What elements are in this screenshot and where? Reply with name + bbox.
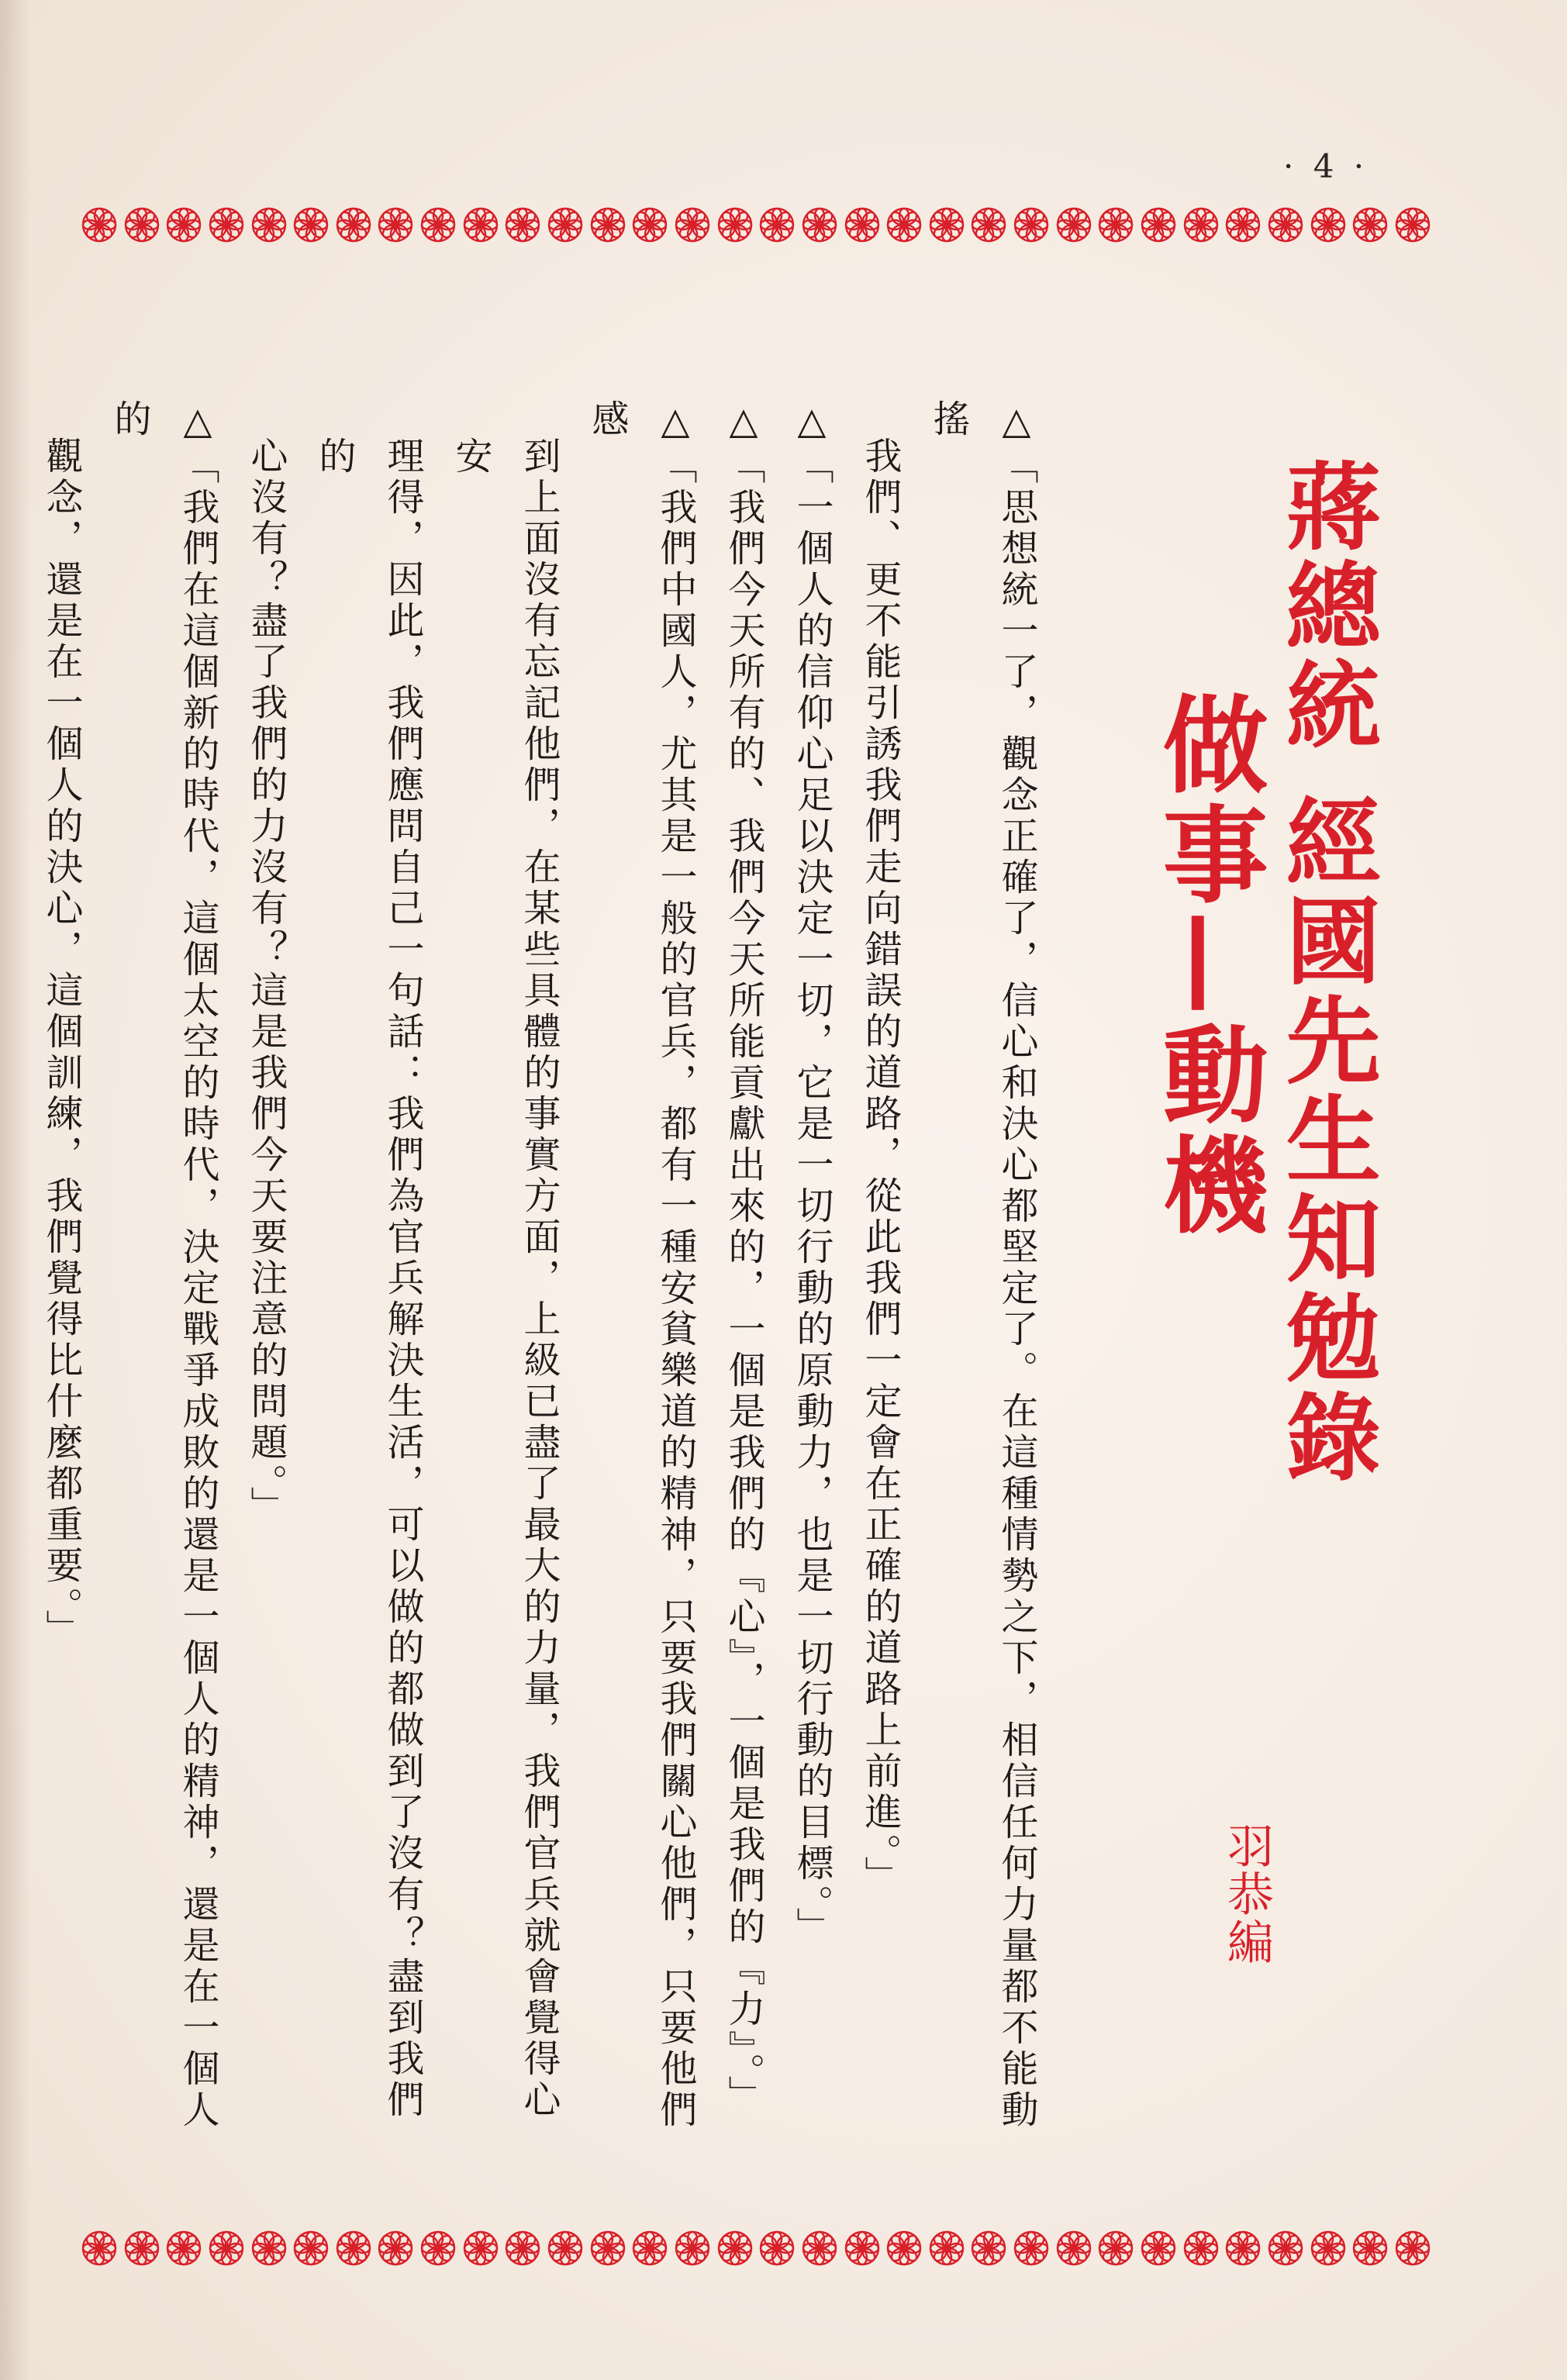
- rosette-icon: [717, 207, 753, 243]
- rosette-icon: [759, 2230, 795, 2266]
- top-ornament-border: [81, 200, 1431, 250]
- rosette-icon: [1268, 207, 1303, 243]
- rosette-icon: [166, 207, 202, 243]
- rosette-icon: [124, 2230, 160, 2266]
- rosette-icon: [929, 2230, 965, 2266]
- rosette-icon: [251, 207, 287, 243]
- quote-line: △「我們今天所有的、我們今天所能貢獻出來的，一個是我們的『心』，一個是我們的『力』。」: [722, 399, 765, 2116]
- rosette-icon: [420, 2230, 456, 2266]
- quote-item: [846, 399, 1051, 2136]
- rosette-icon: [590, 2230, 626, 2266]
- quote-list: [40, 399, 1051, 2136]
- rosette-icon: [124, 207, 160, 243]
- rosette-icon: [717, 2230, 753, 2266]
- quote-line: △「我們在這個新的時代，這個太空的時代，決定戰爭成敗的還是一個人的精神，還是在一個人的: [108, 399, 219, 2131]
- editor-credit: 羽恭編: [1220, 1822, 1274, 1966]
- rosette-icon: [675, 2230, 710, 2266]
- rosette-icon: [632, 207, 668, 243]
- rosette-icon: [547, 2230, 583, 2266]
- page-number: · 4 ·: [1283, 147, 1369, 185]
- rosette-icon: [1013, 2230, 1049, 2266]
- rosette-icon: [1310, 207, 1346, 243]
- rosette-icon: [1395, 207, 1431, 243]
- rosette-icon: [632, 2230, 668, 2266]
- rosette-icon: [1183, 207, 1219, 243]
- rosette-icon: [590, 207, 626, 243]
- rosette-icon: [81, 2230, 117, 2266]
- quote-line: 我們、更不能引誘我們走向錯誤的道路，從此我們一定會在正確的道路上前進。」: [858, 436, 902, 1897]
- quote-line: △「一個人的信仰心足以決定一切，它是一切行動的原動力，也是一切行動的目標。」: [790, 399, 834, 1948]
- rosette-icon: [1013, 207, 1049, 243]
- rosette-icon: [886, 2230, 922, 2266]
- rosette-icon: [802, 2230, 837, 2266]
- rosette-icon: [1183, 2230, 1219, 2266]
- quote-line: △「我們中國人，尤其是一般的官兵，都有一種安貧樂道的精神，只要我們關心他們，只要他們感: [585, 399, 697, 2131]
- rosette-icon: [1141, 207, 1176, 243]
- quote-line: 觀念，還是在一個人的決心，這個訓練，我們覺得比什麼都重要。」: [40, 436, 83, 1650]
- article-title: 蔣總統 經國先生知勉錄: [1270, 457, 1382, 1488]
- rosette-icon: [971, 2230, 1006, 2266]
- rosette-icon: [251, 2230, 287, 2266]
- rosette-icon: [759, 207, 795, 243]
- rosette-icon: [463, 2230, 499, 2266]
- rosette-icon: [844, 207, 880, 243]
- show-through-text: [93, 326, 193, 366]
- rosette-icon: [886, 207, 922, 243]
- rosette-icon: [463, 207, 499, 243]
- bottom-ornament-border: [81, 2223, 1431, 2273]
- rosette-icon: [971, 207, 1006, 243]
- quote-line: 理得，因此，我們應問自己一句話：我們為官兵解決生活，可以做的都做到了沒有？盡到我們的: [312, 436, 424, 2121]
- quote-line: 心沒有？盡了我們的力沒有？這是我們今天要注意的問題。」: [244, 436, 288, 1527]
- rosette-icon: [378, 207, 413, 243]
- rosette-icon: [293, 207, 329, 243]
- rosette-icon: [209, 2230, 244, 2266]
- rosette-icon: [166, 2230, 202, 2266]
- rosette-icon: [505, 207, 540, 243]
- rosette-icon: [1352, 2230, 1388, 2266]
- rosette-icon: [1352, 207, 1388, 243]
- rosette-icon: [547, 207, 583, 243]
- rosette-icon: [1056, 207, 1092, 243]
- rosette-icon: [675, 207, 710, 243]
- rosette-icon: [1056, 2230, 1092, 2266]
- quote-item: [27, 399, 232, 2136]
- rosette-icon: [802, 207, 837, 243]
- rosette-icon: [293, 2230, 329, 2266]
- rosette-icon: [336, 2230, 371, 2266]
- rosette-icon: [81, 207, 117, 243]
- rosette-icon: [844, 2230, 880, 2266]
- binding-shadow: [0, 0, 31, 2380]
- rosette-icon: [1141, 2230, 1176, 2266]
- rosette-icon: [1225, 207, 1261, 243]
- rosette-icon: [420, 207, 456, 243]
- rosette-icon: [505, 2230, 540, 2266]
- rosette-icon: [1395, 2230, 1431, 2266]
- article-subtitle: 做事—動機: [1144, 690, 1268, 1240]
- quote-item: [778, 399, 846, 2136]
- rosette-icon: [209, 207, 244, 243]
- rosette-icon: [1098, 207, 1134, 243]
- quote-item: [232, 399, 709, 2136]
- quote-item: [709, 399, 778, 2136]
- rosette-icon: [929, 207, 965, 243]
- rosette-icon: [1310, 2230, 1346, 2266]
- rosette-icon: [336, 207, 371, 243]
- quote-line: 到上面沒有忘記他們，在某些具體的事實方面，上級已盡了最大的力量，我們官兵就會覺得心安: [449, 436, 561, 2121]
- quote-line: △「思想統一了，觀念正確了，信心和決心都堅定了。在這種情勢之下，相信任何力量都不能動搖: [927, 399, 1038, 2131]
- rosette-icon: [1098, 2230, 1134, 2266]
- rosette-icon: [378, 2230, 413, 2266]
- rosette-icon: [1268, 2230, 1303, 2266]
- rosette-icon: [1225, 2230, 1261, 2266]
